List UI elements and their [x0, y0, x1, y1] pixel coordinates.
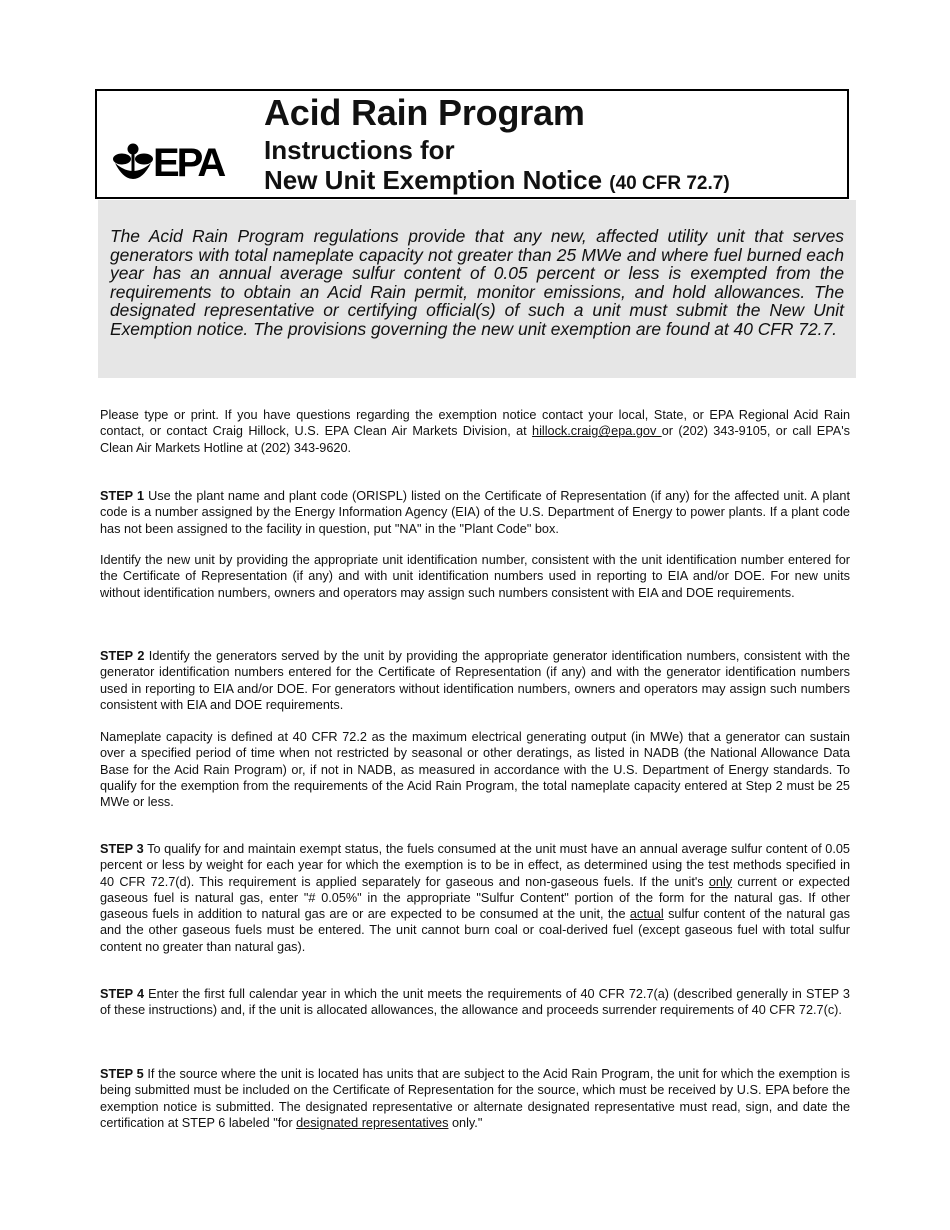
- step3-only: only: [708, 874, 733, 889]
- epa-logo: [111, 139, 241, 183]
- summary-box: [98, 200, 856, 378]
- logo-text: EPA: [153, 141, 224, 183]
- step4-paragraph: [100, 986, 850, 1019]
- step3-text-a: To qualify for and maintain exempt status, the fuels consumed at the unit must have an annual average sulfur content of 0.05 percent or less by weight for each year for which the exemption is to be in effect, as determined using the test methods specified in 40 CFR 72.7(d). This requirement is applied separately for gaseous and non-gaseous fuels. If the unit's: [100, 842, 850, 889]
- page-title: Acid Rain Program: [264, 92, 585, 133]
- step1-paragraph-2: Identify the new unit by providing the appropriate unit identification number, consistent with the unit identification number entered for the Certificate of Representation (if any) and with unit identification numbers used in reporting to EIA and/or DOE. For new units without identification numbers, owners and operators may assign such numbers consistent with EIA and DOE requirements.: [100, 553, 850, 600]
- step3-text-b: current or expected gaseous fuel is natural gas, enter "# 0.05%" in the appropriate "Sulfur Content" portion of the form for the natural gas. If other gaseous fuels in addition to natural gas are or are expected to be consumed at the unit, the: [100, 874, 850, 922]
- step4-text: Enter the first full calendar year in which the unit meets the requirements of 40 CFR 72.7(a) (described generally in STEP 3 of these instructions) and, if the unit is allocated allowances, the allowance and proceeds surrender requirements of 40 CFR 72.7(c).: [100, 987, 850, 1018]
- step2-text: Identify the generators served by the unit by providing the appropriate generator identification numbers, consistent with the generator identification numbers entered for the Certificate of Representation (if any) and with the generator identification numbers used in reporting to EIA and/or DOE. For generators without identification numbers, owners and operators may assign such numbers consistent with EIA and DOE requirements.: [100, 649, 850, 712]
- summary-text: The Acid Rain Program regulations provide that any new, affected utility unit that serves generators with total nameplate capacity not greater than 25 MWe and where fuel burned each year has an annual average sulfur content of 0.05 percent or less is exempted from the requirements to obtain an Acid Rain permit, monitor emissions, and hold allowances. The designated representative or certifying official(s) of such a unit must submit the New Unit Exemption notice. The provisions governing the new unit exemption are found at 40 CFR 72.7.: [110, 226, 844, 339]
- page-subtitle-2: [264, 165, 730, 199]
- step1-label: STEP 1: [100, 489, 145, 503]
- step5-text-b: only.": [448, 1115, 483, 1130]
- header-titles: [264, 93, 730, 199]
- step1-paragraph: [100, 488, 850, 537]
- step3-actual: actual: [629, 907, 664, 922]
- step2-label: STEP 2: [100, 649, 145, 663]
- step2-paragraph: [100, 648, 850, 713]
- cfr-reference: (40 CFR 72.7): [609, 173, 730, 194]
- intro-paragraph: [100, 407, 850, 456]
- step1-text: Use the plant name and plant code (ORISPL) listed on the Certificate of Representation (if any) for the affected unit. A plant code is a number assigned by the Energy Information Agency (EIA) of the U.S. Department of Energy to power plants. If a plant code has not been assigned to the facility in question, put "NA" in the "Plant Code" box.: [100, 489, 850, 536]
- step3-paragraph: [100, 841, 850, 955]
- step5-paragraph: [100, 1066, 850, 1131]
- email-link[interactable]: hillock.craig@epa.gov: [532, 424, 662, 439]
- subtitle-text: New Unit Exemption Notice: [264, 165, 603, 195]
- page-subtitle-1: Instructions for: [264, 135, 455, 165]
- step2-paragraph-2: Nameplate capacity is defined at 40 CFR 72.2 as the maximum electrical generating output (in MWe) that a generator can sustain over a specified period of time when not restricted by seasonal or other deratings, as listed in NADB (the National Allowance Data Base for the Acid Rain Program) or, if not in NADB, as measured in accordance with the U.S. Department of Energy standards. To qualify for the exemption from the requirements of the Acid Rain Program, the total nameplate capacity entered at Step 2 must be 25 MWe or less.: [100, 730, 850, 810]
- step5-text-a: If the source where the unit is located has units that are subject to the Acid Rain Program, the unit for which the exemption is being submitted must be included on the Certificate of Representation for the source, which must be received by U.S. EPA before the exemption notice is submitted. The designated representative or alternate designated representative must read, sign, and date the certification at STEP 6 labeled "for: [100, 1067, 850, 1130]
- epa-logo-icon: [111, 139, 241, 183]
- step5-designated: designated representatives: [296, 1115, 449, 1130]
- header-box: [95, 89, 849, 199]
- intro-text: Please type or print. If you have questions regarding the exemption notice contact your local, State, or EPA Regional Acid Rain contact, or contact Craig Hillock, U.S. EPA Clean Air Markets Division, at: [100, 408, 850, 439]
- step5-label: STEP 5: [100, 1067, 144, 1081]
- intro-text-end: or (202) 343-9105, or call EPA's Clean Air Markets Hotline at (202) 343-9620.: [100, 424, 850, 455]
- step3-label: STEP 3: [100, 842, 144, 856]
- step4-label: STEP 4: [100, 987, 145, 1001]
- step3-text-c: sulfur content of the natural gas and the other gaseous fuels must be entered. The unit cannot burn coal or coal-derived fuel (except gaseous fuel with total sulfur content no greater than natural gas).: [100, 907, 850, 954]
